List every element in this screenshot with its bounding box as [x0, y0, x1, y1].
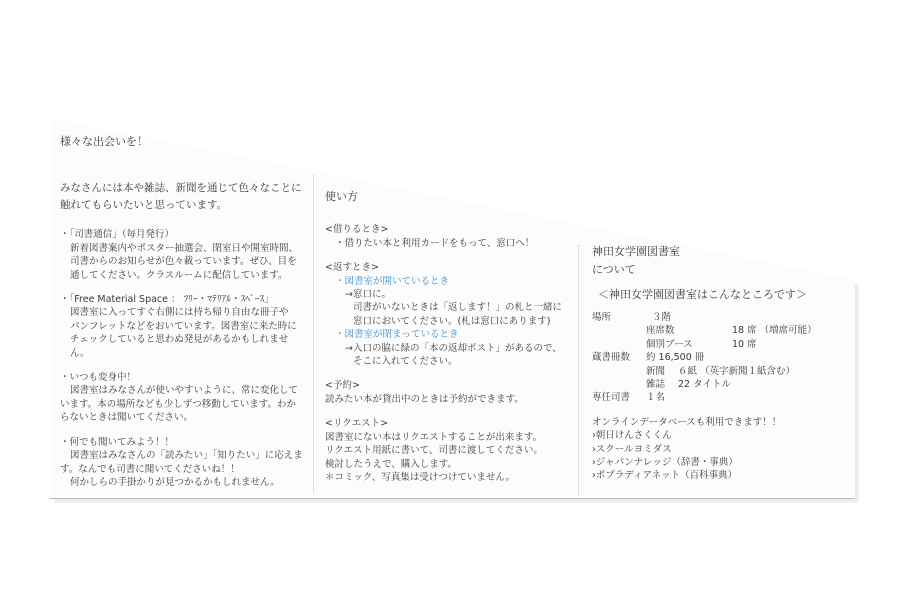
section-title: ・何でも聞いてみよう！！	[60, 436, 175, 448]
reserve-title: <予約>	[325, 380, 360, 392]
section-line: 図書室はみなさんの「読みたい」「知りたい」に応えま	[70, 450, 303, 462]
info-label: 蔵書冊数	[592, 352, 631, 364]
online-title: オンラインデータベースも利用できます！！	[592, 416, 782, 428]
fold-line-2	[578, 245, 579, 495]
request-line: ＊コミック、写真集は受けつけていません。	[325, 471, 516, 483]
online-item: ›朝日けんさくくん	[592, 430, 672, 442]
intro-line: 触れてもらいたいと思っています。	[60, 199, 228, 212]
info-sublabel: 雑誌	[646, 379, 666, 391]
section-line: ん。	[70, 347, 90, 359]
info-value: １名	[646, 392, 666, 404]
section-free-material	[60, 293, 303, 360]
intro-line: みなさんには本や雑誌、新聞を通じて色々なことに	[60, 182, 302, 195]
left-panel	[60, 135, 303, 489]
return-closed-line: そこに入れてください。	[353, 356, 458, 368]
fold-line-1	[313, 175, 314, 493]
section-line: 通してください。クラスルームに配信しています。	[70, 269, 288, 281]
section-line: パンフレットなどをおいています。図書室に来た時に	[70, 320, 297, 332]
info-staff	[592, 391, 817, 404]
section-line: 図書室に入ってすぐ右側には持ち帰り自由な冊子や	[70, 307, 289, 319]
info-value: ３階	[652, 312, 672, 323]
borrow-title: <借りるとき>	[325, 224, 389, 236]
section-line: す。なんでも司書に聞いてくださいね！！	[60, 463, 240, 475]
info-booth	[592, 338, 817, 351]
reserve-text: 読みたい本が貸出中のときは予約ができます。	[325, 393, 524, 405]
online-item: ›ジャパンナレッジ（辞書・事典）	[592, 457, 738, 469]
info-value: 22 タイトル	[678, 379, 731, 391]
info-value: 約 16,500 冊	[646, 352, 705, 364]
return-title: <返すとき>	[325, 262, 379, 274]
info-news	[592, 365, 817, 378]
info-value: ６紙 （英字新聞１紙含む）	[678, 365, 796, 377]
online-item: ›スクールヨミダス	[592, 443, 672, 455]
library-subtitle: ＜神田女学園図書室はこんなところです＞	[598, 288, 807, 301]
library-title-2: について	[592, 263, 636, 276]
info-seats	[592, 324, 817, 337]
section-line: います。本の場所なども少しずつ移動しています。わか	[60, 398, 296, 410]
info-label: 専任司書	[592, 392, 631, 404]
section-ask	[60, 436, 303, 490]
info-place	[592, 311, 817, 324]
info-sublabel: 新聞	[646, 365, 666, 377]
return-open-label: ・図書室が開いているとき	[335, 275, 450, 287]
info-books	[592, 351, 817, 364]
section-title: ・「司書通信」（毎月発行）	[60, 229, 175, 241]
info-value: 10 席	[732, 338, 757, 350]
request-line: リクエスト用紙に書いて、司書に渡してください。	[325, 445, 543, 457]
request-line: 図書室にない本はリクエストすることが出来ます。	[325, 431, 543, 443]
section-changing	[60, 371, 303, 425]
info-value: 18 席 （増席可能）	[732, 325, 817, 337]
library-title: 神田女学園図書室	[592, 245, 680, 258]
online-item: ›ポプラディアネット（百科事典）	[592, 470, 738, 482]
request-line: 検討したうえで、購入します。	[325, 458, 458, 470]
section-newsletter	[60, 228, 303, 282]
return-closed-label: ・図書室が閉まっているとき	[335, 329, 459, 341]
left-heading: 様々な出会いを！	[60, 135, 148, 148]
intro-text	[60, 180, 303, 214]
section-line: らないときは聞いてください。	[60, 412, 194, 424]
info-magazine	[592, 378, 817, 391]
section-line: 何かしらの手掛かりが見つかるかもしれません。	[70, 476, 280, 488]
info-label: 場所	[592, 312, 612, 323]
section-title: ・いつも変身中！	[60, 372, 137, 384]
info-sublabel: 個別ブース	[646, 338, 693, 350]
return-open-line: →窓口に。	[345, 289, 391, 301]
return-closed-line: →入口の脇に緑の「本の返却ポスト」があるので、	[345, 342, 562, 354]
section-line: 図書室はみなさんが使いやすいように、常に変化して	[70, 385, 299, 397]
return-open-line: 窓口においてください。(札は窓口にあります)	[353, 315, 551, 327]
info-sublabel: 座席数	[646, 325, 675, 337]
middle-panel	[325, 190, 562, 484]
borrow-text: ・借りたい本と利用カードをもって、窓口へ！	[335, 237, 535, 249]
section-line: 司書からのお知らせが色々載っています。ぜひ、目を	[70, 256, 297, 268]
section-line: 新着図書案内やポスター抽選会、閉室日や開室時間、	[70, 242, 299, 254]
right-panel	[592, 243, 817, 483]
section-line: チェックしていると思わぬ発見があるかもしれませ	[70, 334, 289, 346]
usage-heading: 使い方	[325, 190, 358, 203]
section-title: ・「Free Material Space ： ﾌﾘｰ・ﾏﾃﾘｱﾙ・ｽﾍﾟｰｽ」	[60, 294, 274, 306]
request-title: <リクエスト>	[325, 418, 389, 430]
return-open-line: 司書がいないときは「返します！」の札と一緒に	[353, 302, 563, 314]
